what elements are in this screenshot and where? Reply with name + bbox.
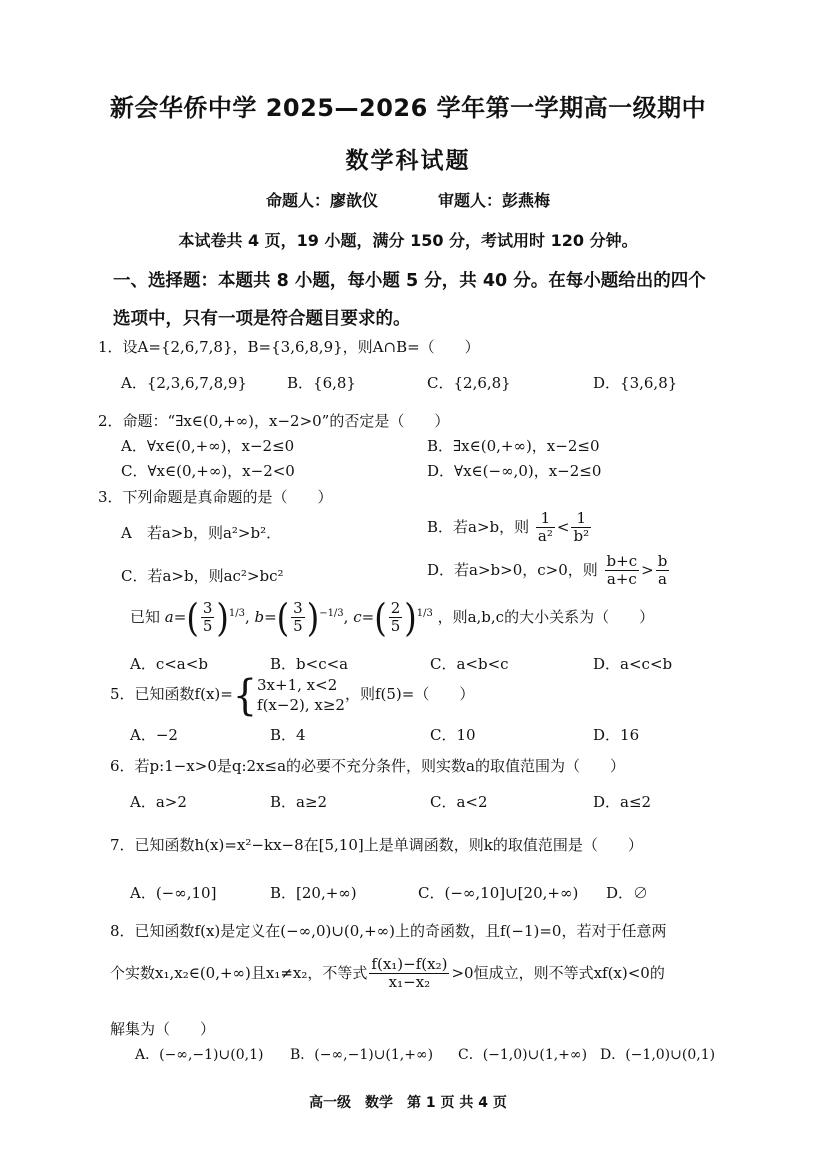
q8-option-d: D．(−1,0)∪(0,1) xyxy=(600,1047,716,1063)
question-3-stem: 3．下列命题是真命题的是（ ） xyxy=(98,488,333,506)
q4-prefix: 已知 xyxy=(130,607,161,626)
q8-option-c: C．(−1,0)∪(1,+∞) xyxy=(458,1047,588,1063)
exam-info: 本试卷共 4 页，19 小题，满分 150 分，考试用时 120 分钟。 xyxy=(178,231,638,250)
section-heading: 一、选择题：本题共 8 小题，每小题 5 分，共 40 分。在每小题给出的四个选项中，只有一项是符合题目要求的。 xyxy=(113,271,706,329)
question-6-stem: 6．若p:1−x>0是q:2x≤a的必要不充分条件，则实数a的取值范围为（ ） xyxy=(110,757,625,775)
q4-option-a: A．c<a<b xyxy=(130,655,208,673)
page-footer: 高一级 数学 第 1 页 共 4 页 xyxy=(309,1095,507,1111)
q7-option-a: A．(−∞,10] xyxy=(130,884,217,902)
q8-option-a: A．(−∞,−1)∪(0,1) xyxy=(135,1047,264,1063)
q5-option-c: C．10 xyxy=(430,726,476,744)
question-4-stem: 已知 a=( $\frac{3}{5}$ )$^{1/3}$, b=( $\frac{3}{5}$ )$^{-1/3}$, c=( $\frac{2}{5}$ )$^{1/3}$ ，则a,b,c的大小关系为（ ） xyxy=(130,594,655,641)
q4-option-b: B．b<c<a xyxy=(270,655,349,673)
q1-option-d: D．{3,6,8} xyxy=(593,374,678,392)
q2-option-c: C．∀x∈(0,+∞)，x−2<0 xyxy=(121,462,295,480)
exam-title: 新会华侨中学 2025—2026 学年第一学期高一级期中 xyxy=(109,94,707,122)
q1-option-b: B．{6,8} xyxy=(287,374,356,392)
q2-option-d: D．∀x∈(−∞,0)，x−2≤0 xyxy=(427,462,602,480)
fraction-1-over-b2: $\frac{1}{\text{b²}}$ xyxy=(573,509,590,546)
q4-option-c: C．a<b<c xyxy=(430,655,509,673)
question-2-stem: 2．命题：“∃x∈(0,+∞)，x−2>0”的否定是（ ） xyxy=(98,412,450,430)
q6-option-b: B．a≥2 xyxy=(270,793,328,811)
q4-suffix: ，则a,b,c的大小关系为（ ） xyxy=(437,607,655,626)
q7-option-d: D．∅ xyxy=(606,884,649,902)
q5-suffix: ，则f(5)=（ ） xyxy=(344,685,475,703)
q6-option-c: C．a<2 xyxy=(430,793,488,811)
q7-option-b: B．[20,+∞) xyxy=(270,884,357,902)
reviewer-label: 审题人：彭燕梅 xyxy=(438,191,551,210)
q4-option-d: D．a<c<b xyxy=(593,655,673,673)
q2-option-a: A．∀x∈(0,+∞)，x−2≤0 xyxy=(121,437,295,455)
q2-option-b: B．∃x∈(0,+∞)，x−2≤0 xyxy=(427,437,600,455)
question-8-line3: 解集为（ ） xyxy=(110,1020,216,1038)
q3-option-a: A 若a>b，则a²>b²． xyxy=(121,524,282,542)
question-8-line2: 个实数x₁,x₂∈(0,+∞)且x₁≠x₂，不等式 $\frac{\text{f(x₁)−f(x₂)}}{\text{x₁−x₂}}$ >0恒成立，则不等式xf(x)<0的 xyxy=(110,955,665,992)
question-5-stem: 5．已知函数f(x)={ 3x+1, x<2 f(x−2), x≥2 ，则f(5)=（ ） xyxy=(110,670,475,720)
authors-line xyxy=(0,188,816,211)
fraction-b-plus-c: $\frac{b+c}{a+c}$ xyxy=(606,552,638,589)
question-8-line1: 8．已知函数f(x)是定义在(−∞,0)∪(0,+∞)上的奇函数，且f(−1)=0，若对于任意两 xyxy=(110,922,667,940)
q3-option-d-prefix: D．若a>b>0，c>0，则 xyxy=(427,560,598,579)
q7-option-c: C．(−∞,10]∪[20,+∞) xyxy=(418,884,579,902)
question-7-stem: 7．已知函数h(x)=x²−kx−8在[5,10]上是单调函数，则k的取值范围是（ ） xyxy=(110,836,643,854)
exam-subtitle: 数学科试题 xyxy=(345,148,471,174)
q3-option-b: B．若a>b，则 $\frac{1}{\text{a²}}$ < $\frac{1}{\text{b²}}$ xyxy=(427,509,590,546)
q5-option-b: B．4 xyxy=(270,726,306,744)
q6-option-a: A．a>2 xyxy=(130,793,187,811)
q6-option-d: D．a≤2 xyxy=(593,793,652,811)
q3-option-d: D．若a>b>0，c>0，则 $\frac{b+c}{a+c}$ > $\frac{b}{a}$ xyxy=(427,552,668,589)
q8-option-b: B．(−∞,−1)∪(1,+∞) xyxy=(290,1047,434,1063)
fraction-b-over-a: $\frac{b}{a}$ xyxy=(657,552,668,589)
author-label: 命题人：廖歆仪 xyxy=(265,191,378,210)
q5-prefix: 5．已知函数f(x)= xyxy=(110,685,233,703)
difference-quotient: $\frac{\text{f(x₁)−f(x₂)}}{\text{x₁−x₂}}$ xyxy=(371,955,448,992)
q1-option-a: A．{2,3,6,7,8,9} xyxy=(121,374,248,392)
q1-option-c: C．{2,6,8} xyxy=(427,374,511,392)
q5-option-d: D．16 xyxy=(593,726,640,744)
q5-option-a: A．−2 xyxy=(130,726,178,744)
q3-option-c: C．若a>b，则ac²>bc² xyxy=(121,567,284,585)
q3-option-b-prefix: B．若a>b，则 xyxy=(427,517,530,536)
fraction-1-over-a2: $\frac{1}{\text{a²}}$ xyxy=(537,509,553,546)
piecewise-cases: 3x+1, x<2 f(x−2), x≥2 xyxy=(257,676,345,714)
question-1-stem: 1．设A={2,6,7,8}，B={3,6,8,9}，则A∩B=（ ） xyxy=(98,338,480,356)
